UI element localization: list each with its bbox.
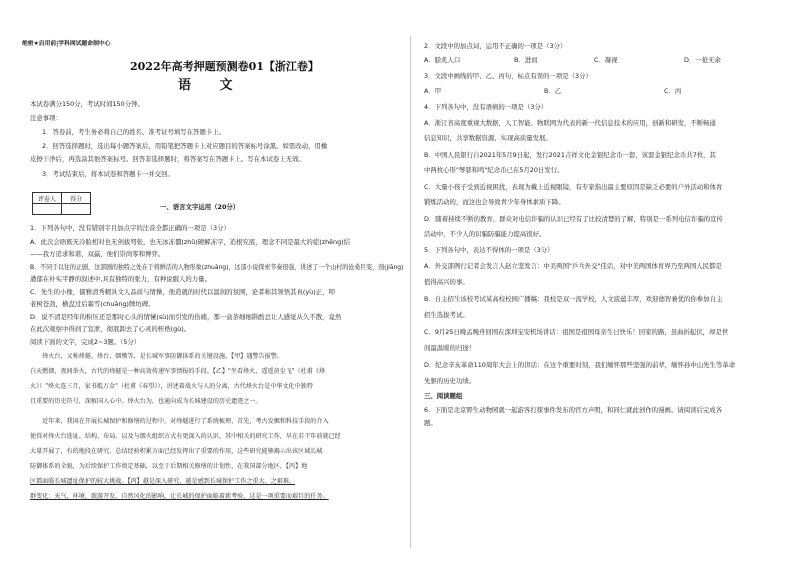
q5-stem: 5．下列各句中，表达不得体的一项是（3分） bbox=[424, 246, 554, 254]
passage-line-7: 大量开展了，有的地段在研究、总结经验积累方面已经发挥出了重要的作用，这些研究能够揭示出该区域长城 bbox=[30, 448, 323, 455]
q4-stem: 4．下列各句中，没有语病的一项是（3分） bbox=[424, 103, 548, 111]
q4-option-a1: A．浙江省高度重视大数据，人工智能、物联网为代表的新一代信息技术的应用，创新和研发，不断畅通 bbox=[424, 119, 716, 127]
q4-option-d1: D．随着持续不断的教育，群众对电信诈骗的认识已经有了比较清楚的了解，特别是一系列电信诈骗的宣传 bbox=[424, 215, 723, 223]
q5-option-a2: 值得高兴的事。 bbox=[424, 278, 469, 286]
q5-option-a1: A．外交部例行记者会发言人赵立坚发言：中美两国"乒乓外交"佳话，对中美两国体育界乃至两国人民都是 bbox=[424, 262, 722, 270]
q2-option-d: D．一抢无余 bbox=[684, 56, 721, 64]
score-cell: 得分 bbox=[62, 193, 91, 204]
instructions-heading: 注意事项： bbox=[30, 114, 62, 122]
grader-cell: 评卷人 bbox=[33, 193, 62, 204]
q3-stem: 3．文段中画线的甲、乙、丙句，标点有误的一项是（3分） bbox=[424, 72, 592, 80]
score-table bbox=[32, 192, 91, 215]
section-1-title: 一、语言文字运用（20分） bbox=[160, 203, 240, 211]
q1-option-b2: 遒郁在朴实平静的叙述中,具有独特的张力，有种说服人的力量。 bbox=[30, 275, 211, 283]
q3-option-b: B．乙 bbox=[544, 87, 562, 95]
instruction-item-1: 1．答卷前，考生务必将自己的姓名、准考证号填写在答题卡上。 bbox=[42, 128, 226, 136]
passage-line-1: 烽火台，又称烽燧、烽台、烟墩等，是长城军事防御体系的关键设施。【甲】遇警告报警。 bbox=[30, 353, 283, 360]
passage-line-2: 白天燃烟，夜间举火，古代的烽燧是一种高效传递军事情报的手段。【乙】"坐看烽火，遥遥黄尘飞"（杜甫《烽 bbox=[30, 368, 326, 375]
q2-option-c: C．凝视 bbox=[594, 56, 618, 64]
q5-option-c2: 间最温暖的归途！ bbox=[424, 344, 476, 352]
q4-option-c2: 锻炼活动的，而这也会导致青少年身体素质下降。 bbox=[424, 198, 565, 206]
q6-line-1: 6．下面是北京野生动物园就一起游客打探事件发布的官方声明，和同仁就此创作的漫画。请阅读后完成各 bbox=[424, 406, 723, 414]
q1-option-c1: C．先生的小像，儒雅清秀精具文人品质与情操，他造就的时代以温润的氛围，论者称其领悟其真(yù)正，叩 bbox=[30, 288, 335, 296]
q2-stem: 2．文段中的加点词，运用不正确的一项是（3分） bbox=[424, 42, 567, 50]
instruction-item-3: 3．考试结束后，将本试卷和答题卡一并交回。 bbox=[42, 170, 174, 178]
q6-line-2: 题。 bbox=[424, 419, 437, 427]
q1-option-a2: ——我方追求和谐、双赢，他们崇尚零和博弈。 bbox=[30, 250, 165, 258]
section-2-title: 三、阅读题组 bbox=[424, 392, 463, 400]
q4-option-c1: C．大量小孩子受到近视困扰，表现为戴上近视眼镜，有专家指出最主要原因是缺乏必要的户外活动和体育 bbox=[424, 183, 723, 191]
q4-option-b2: 中两枚心形"琴瑟和鸣"纪念币已在5月20日发行。 bbox=[424, 166, 564, 174]
passage-line-6: 使得对烽火台选址、结构、布局、以及与烟火组织方式有更深入的认识，其中相关的研究工作，早在若干年前就已经 bbox=[30, 433, 341, 440]
subject-title: 语 文 bbox=[178, 78, 245, 93]
q1-option-c2: 老树苍劲，横盘过后霜雪(chuāng)牌坊碑。 bbox=[30, 300, 155, 308]
q1-option-d2: 在此次观察中得到了宣泄，彻底卸去了心灵的桎梏(gù)。 bbox=[30, 325, 191, 333]
exam-title: 2022年高考押题预测卷01【浙江卷】 bbox=[130, 60, 319, 73]
q5-option-b1: B．自主招生该校考试某高校校园广播稿：我校是双一流学校，人文底蕴丰厚，欢迎德智兼优的你参加自主 bbox=[424, 295, 723, 303]
passage-line-4: 且重要的历史符号，深植国人心中。烽火台为，也通向成为长城建设的历史遗迹之一。 bbox=[30, 398, 262, 405]
q4-option-a2: 信息知识，共享数据资源，实现高质量发展。 bbox=[424, 134, 552, 142]
q3-option-c: C．丙 bbox=[664, 87, 682, 95]
q1-option-a1: A．此次会晤既无冷脸相对也无剑拔弩张，也无冰冻僵(zhǔ)硬解冻字，追根究底，理念不同是最大的症(zhēng)结 bbox=[30, 238, 351, 246]
passage-line-5: 近年来，我国在开展长城保护和修缮的过程中，对烽燧进行了系统梳理，首先，考古发掘和科技手段的介入 bbox=[30, 418, 329, 425]
q2-option-b: B．进而 bbox=[514, 56, 538, 64]
instruction-item-2b: 皮擦干净后，再选涂其他答案标号。回答非选择题时，将答案写在答题卡上。写在本试卷上无效。 bbox=[30, 155, 305, 163]
q5-option-c1: C．9月25日晚孟晚舟回国在深圳宝安机场讲话：祖国是祖国母亲生日快乐！回家的路，虽曲折起伏，却是世 bbox=[424, 328, 729, 336]
passage-line-9: 区都面临长城遗址保护的较大挑战。【丙】越是深入研究，越是感到长城保护工作之重大、之艰难。 bbox=[30, 478, 296, 485]
q1-stem: 1．下列各句中，没有错别字且加点字的注音全都正确的一项是（3分） bbox=[30, 224, 230, 232]
q3-option-a: A．甲 bbox=[424, 87, 442, 95]
score-blank bbox=[62, 204, 91, 215]
instruction-item-2a: 2．回答选择题时，选出每小题答案后，用铅笔把答题卡上对应题目的答案标号涂黑。如需改动，用橡 bbox=[42, 142, 328, 150]
column-divider bbox=[410, 36, 411, 548]
q5-option-b2: 招生选拔考试。 bbox=[424, 311, 469, 319]
q2-option-a: A．脍炙人口 bbox=[424, 56, 461, 64]
grader-blank bbox=[33, 204, 62, 215]
q1-option-b1: B．不同于以往的正剧，这部剧的独特之处在于将鲜活的人物形象(zhuàng)，这部小说探索节奏很强，讲述了一个山村的沧桑巨变，剖(jiāng) bbox=[30, 263, 404, 271]
q1-option-d1: D．说不清是经年的积压还是那时心头的情愫(sù)而引发的伤痛，那一盒茶细细斟酌总让人感觉从久不散，竟然 bbox=[30, 313, 342, 321]
passage-line-10: 群变化：天气、环境、旅游开发、自然风化的影响，让长城的保护面临着新考验，这是一项重要而艰巨的任务。 bbox=[30, 493, 329, 500]
secret-mark: 绝密★启用前|学科网试题命制中心 bbox=[22, 41, 111, 47]
passage-line-8: 防御体系的全貌，为后续保护工作奠定基础，以至于后期相关修缮的计划性，在我国部分地区，【丙】地 bbox=[30, 463, 308, 470]
passage-line-3: 火》）"烽火连三月，家书抵万金"（杜甫《春望》），讲述着战火与人的分离，古代烽火台是中华文化中独特 bbox=[30, 383, 313, 390]
q5-option-d1: D．纪念辛亥革命110周年大会上的讲话：在这个重要时刻，我们缅怀那些坚强的前辈，缅怀孙中山先生等革命 bbox=[424, 361, 736, 369]
q4-option-b1: B．中国人民银行自2021年5月9日起，发行2021吉祥文化金银纪念币一套，该套金银纪念币共7枚，其 bbox=[424, 151, 716, 159]
reading-intro: 阅读下面的文字，完成2~3题。（5分） bbox=[30, 338, 141, 346]
q5-option-d2: 先驱的历史功绩。 bbox=[424, 377, 476, 385]
q4-option-d2: 活动中，不少人的识骗防骗能力提高很好。 bbox=[424, 230, 546, 238]
instructions-intro: 本试卷满分150分，考试时间150分钟。 bbox=[30, 100, 144, 108]
